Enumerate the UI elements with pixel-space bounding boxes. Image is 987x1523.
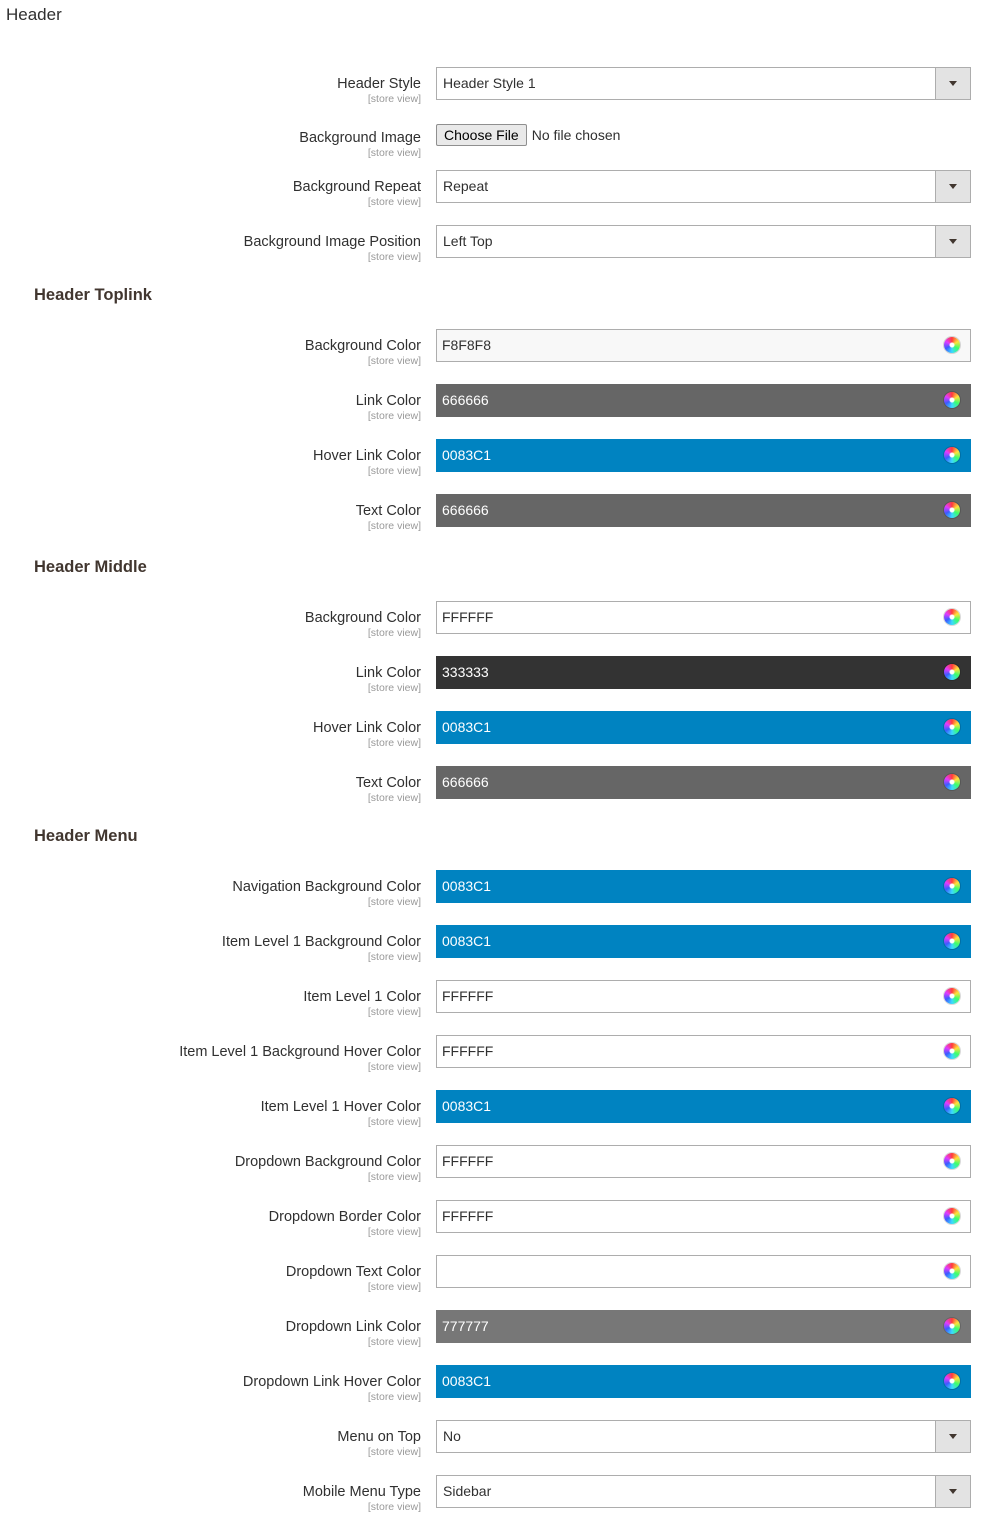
color-value: F8F8F8 (442, 337, 492, 353)
color-picker-icon[interactable] (944, 878, 960, 894)
field-label-text: Link Color (355, 665, 421, 681)
field-label-header-style (337, 75, 421, 105)
color-picker-icon[interactable] (944, 1153, 960, 1169)
field-label-item-level-1-background-color (222, 933, 421, 963)
store-view-scope: [store view] (367, 951, 421, 963)
color-value: FFFFFF (442, 1153, 494, 1169)
color-input-text-color[interactable] (436, 494, 971, 527)
field-label-text: Dropdown Link Color (285, 1319, 421, 1335)
field-label-text: Text Color (355, 775, 421, 791)
field-label-text: Hover Link Color (313, 448, 421, 464)
store-view-scope: [store view] (367, 251, 421, 263)
section-title-header-middle: Header Middle (34, 558, 147, 576)
color-input-dropdown-link-hover-color[interactable] (436, 1365, 971, 1398)
color-value: 333333 (442, 664, 489, 680)
chevron-down-icon[interactable] (935, 171, 970, 202)
color-value: 0083C1 (442, 878, 492, 894)
store-view-scope: [store view] (367, 520, 421, 532)
color-value: 0083C1 (442, 1373, 492, 1389)
field-label-text: Link Color (355, 393, 421, 409)
store-view-scope: [store view] (367, 1006, 421, 1018)
field-label-text: Item Level 1 Color (303, 989, 421, 1005)
color-input-item-level-1-background-color[interactable] (436, 925, 971, 958)
color-picker-icon[interactable] (944, 719, 960, 735)
field-label-background-image (299, 129, 421, 159)
color-picker-icon[interactable] (944, 664, 960, 680)
field-label-text: Hover Link Color (313, 720, 421, 736)
color-input-background-color[interactable] (436, 601, 971, 634)
color-picker-icon[interactable] (944, 337, 960, 353)
page-title: Header (6, 5, 62, 24)
color-picker-icon[interactable] (944, 1043, 960, 1059)
field-label-navigation-background-color (232, 878, 421, 908)
field-label-text: Background Color (304, 338, 421, 354)
field-label-menu-on-top (337, 1428, 421, 1458)
field-label-link-color (356, 664, 421, 694)
color-input-link-color[interactable] (436, 384, 971, 417)
choose-file-button[interactable]: Choose File (436, 124, 527, 146)
store-view-scope: [store view] (367, 196, 421, 208)
field-label-background-repeat (293, 178, 421, 208)
color-input-dropdown-link-color[interactable] (436, 1310, 971, 1343)
store-view-scope: [store view] (367, 355, 421, 367)
color-picker-icon[interactable] (944, 933, 960, 949)
store-view-scope: [store view] (367, 737, 421, 749)
color-input-hover-link-color[interactable] (436, 439, 971, 472)
field-label-text: Dropdown Background Color (234, 1154, 421, 1170)
color-value: 0083C1 (442, 1098, 492, 1114)
field-label-text: Background Color (304, 610, 421, 626)
color-value: 0083C1 (442, 933, 492, 949)
color-picker-icon[interactable] (944, 1263, 960, 1279)
select-value: Left Top (443, 233, 493, 249)
select-menu-on-top[interactable] (436, 1420, 971, 1453)
color-picker-icon[interactable] (944, 609, 960, 625)
color-picker-icon[interactable] (944, 447, 960, 463)
color-input-text-color[interactable] (436, 766, 971, 799)
color-input-link-color[interactable] (436, 656, 971, 689)
field-label-item-level-1-background-hover-color (179, 1043, 421, 1073)
color-value: 0083C1 (442, 447, 492, 463)
color-value: FFFFFF (442, 1208, 494, 1224)
field-label-text: Dropdown Border Color (268, 1209, 421, 1225)
store-view-scope: [store view] (367, 410, 421, 422)
select-background-repeat[interactable] (436, 170, 971, 203)
color-picker-icon[interactable] (944, 988, 960, 1004)
select-mobile-menu-type[interactable] (436, 1475, 971, 1508)
store-view-scope: [store view] (367, 1226, 421, 1238)
color-input-item-level-1-color[interactable] (436, 980, 971, 1013)
field-label-text: Item Level 1 Background Hover Color (179, 1044, 421, 1060)
color-value: FFFFFF (442, 609, 494, 625)
field-label-dropdown-link-color (286, 1318, 421, 1348)
store-view-scope: [store view] (367, 1336, 421, 1348)
file-input-background-image[interactable] (436, 124, 620, 148)
store-view-scope: [store view] (367, 93, 421, 105)
color-input-dropdown-background-color[interactable] (436, 1145, 971, 1178)
color-picker-icon[interactable] (944, 392, 960, 408)
color-input-item-level-1-background-hover-color[interactable] (436, 1035, 971, 1068)
color-picker-icon[interactable] (944, 1318, 960, 1334)
color-value: 0083C1 (442, 719, 492, 735)
store-view-scope: [store view] (367, 896, 421, 908)
chevron-down-icon[interactable] (935, 1421, 970, 1452)
field-label-text: Header Style (337, 76, 421, 92)
chevron-down-icon[interactable] (935, 1476, 970, 1507)
color-value: FFFFFF (442, 988, 494, 1004)
color-input-navigation-background-color[interactable] (436, 870, 971, 903)
store-view-scope: [store view] (367, 1061, 421, 1073)
field-label-item-level-1-hover-color (261, 1098, 421, 1128)
color-picker-icon[interactable] (944, 1373, 960, 1389)
color-input-hover-link-color[interactable] (436, 711, 971, 744)
field-label-dropdown-link-hover-color (243, 1373, 421, 1403)
field-label-text: Background Image (299, 130, 421, 146)
select-value: No (443, 1428, 461, 1444)
color-input-item-level-1-hover-color[interactable] (436, 1090, 971, 1123)
field-label-text: Dropdown Link Hover Color (242, 1374, 421, 1390)
color-input-background-color[interactable] (436, 329, 971, 362)
store-view-scope: [store view] (367, 1446, 421, 1458)
color-value: FFFFFF (442, 1043, 494, 1059)
select-value: Header Style 1 (443, 75, 536, 91)
store-view-scope: [store view] (367, 1116, 421, 1128)
store-view-scope: [store view] (367, 465, 421, 477)
chevron-down-icon[interactable] (935, 68, 970, 99)
field-label-mobile-menu-type (303, 1483, 421, 1513)
chevron-down-icon[interactable] (935, 226, 970, 257)
color-value: 666666 (442, 392, 489, 408)
field-label-text: Item Level 1 Background Color (221, 934, 421, 950)
field-label-dropdown-border-color (269, 1208, 421, 1238)
field-label-text: Dropdown Text Color (285, 1264, 421, 1280)
field-label-hover-link-color (313, 447, 421, 477)
color-picker-icon[interactable] (944, 1098, 960, 1114)
field-label-text-color (356, 774, 421, 804)
field-label-text: Text Color (355, 503, 421, 519)
store-view-scope: [store view] (367, 147, 421, 159)
store-view-scope: [store view] (367, 682, 421, 694)
field-label-background-color (305, 337, 421, 367)
store-view-scope: [store view] (367, 1171, 421, 1183)
store-view-scope: [store view] (367, 1281, 421, 1293)
color-picker-icon[interactable] (944, 502, 960, 518)
select-value: Repeat (443, 178, 489, 194)
field-label-link-color (356, 392, 421, 422)
field-label-text: Menu on Top (337, 1429, 421, 1445)
color-value: 777777 (442, 1318, 489, 1334)
color-value: 666666 (442, 502, 489, 518)
store-view-scope: [store view] (367, 1501, 421, 1513)
color-picker-icon[interactable] (944, 1208, 960, 1224)
field-label-hover-link-color (313, 719, 421, 749)
field-label-text: Background Image Position (243, 234, 421, 250)
color-input-dropdown-text-color[interactable] (436, 1255, 971, 1288)
field-label-background-image-position (244, 233, 421, 263)
file-status: No file chosen (531, 127, 621, 143)
color-input-dropdown-border-color[interactable] (436, 1200, 971, 1233)
field-label-dropdown-text-color (286, 1263, 421, 1293)
section-title-header-toplink: Header Toplink (34, 286, 152, 304)
select-header-style[interactable] (436, 67, 971, 100)
field-label-text-color (356, 502, 421, 532)
field-label-background-color (305, 609, 421, 639)
field-label-text: Background Repeat (292, 179, 421, 195)
section-title-header-menu: Header Menu (34, 827, 138, 845)
color-value: 666666 (442, 774, 489, 790)
store-view-scope: [store view] (367, 627, 421, 639)
field-label-text: Item Level 1 Hover Color (260, 1099, 421, 1115)
store-view-scope: [store view] (367, 1391, 421, 1403)
field-label-text: Mobile Menu Type (302, 1484, 421, 1500)
field-label-text: Navigation Background Color (232, 879, 421, 895)
select-background-image-position[interactable] (436, 225, 971, 258)
field-label-item-level-1-color (303, 988, 421, 1018)
store-view-scope: [store view] (367, 792, 421, 804)
color-picker-icon[interactable] (944, 774, 960, 790)
field-label-dropdown-background-color (235, 1153, 421, 1183)
select-value: Sidebar (443, 1483, 492, 1499)
